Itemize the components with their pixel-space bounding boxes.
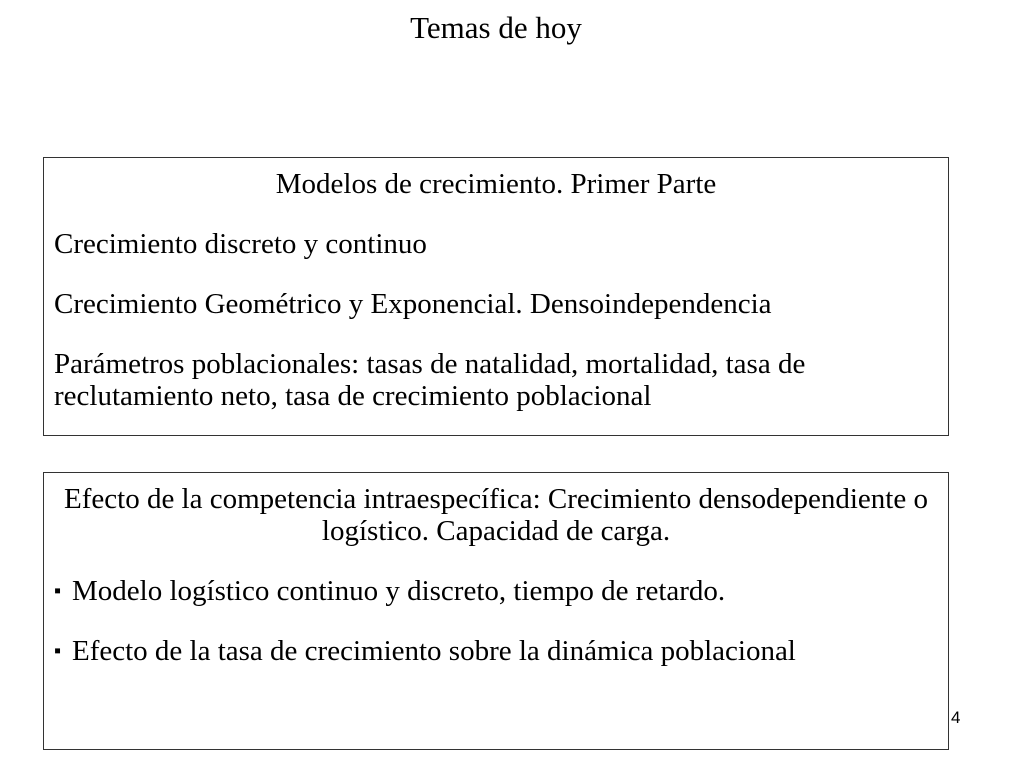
box1-item-geometric-exponential: Crecimiento Geométrico y Exponencial. Densoindependencia bbox=[54, 288, 772, 320]
square-bullet-icon: ▪ bbox=[54, 580, 62, 602]
page-number: 4 bbox=[951, 708, 961, 727]
box2-bullet-text-growth-rate-effect: Efecto de la tasa de crecimiento sobre la dinámica poblacional bbox=[72, 635, 796, 667]
topics-box-part-one bbox=[43, 157, 949, 436]
box2-bullet-text-logistic-model: Modelo logístico continuo y discreto, tiempo de retardo. bbox=[72, 575, 726, 607]
slide-title: Temas de hoy bbox=[410, 10, 582, 45]
square-bullet-icon: ▪ bbox=[54, 640, 62, 662]
box1-item-discrete-continuous: Crecimiento discreto y continuo bbox=[54, 228, 427, 260]
box2-bullet-item bbox=[54, 635, 938, 667]
topics-box-competition bbox=[43, 472, 949, 750]
box2-bullet-item bbox=[54, 575, 938, 607]
box1-item-population-parameters: Parámetros poblacionales: tasas de natalidad, mortalidad, tasa de reclutamiento neto, tasa de crecimiento poblacional bbox=[54, 348, 806, 412]
box1-heading: Modelos de crecimiento. Primer Parte bbox=[275, 168, 717, 200]
box2-heading: Efecto de la competencia intraespecífica: Crecimiento densodependiente o logístico. Capacidad de carga. bbox=[64, 483, 928, 547]
